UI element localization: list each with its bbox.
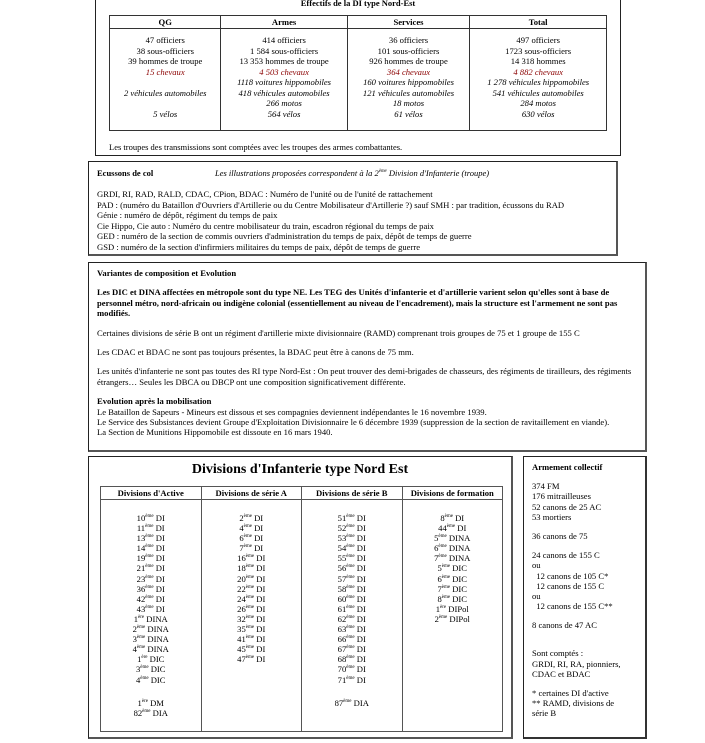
- variantes-heading: Variantes de composition et Evolution: [97, 268, 237, 278]
- division-item: 51ème DI: [337, 513, 366, 523]
- armement-line: 36 canons de 75: [532, 530, 588, 541]
- column-header-serie-a: Divisions de série A: [201, 487, 302, 500]
- division-item: 8ème DI: [440, 513, 465, 523]
- division-item: 58ème DI: [337, 583, 366, 594]
- divisions-cell-serie-a: [201, 500, 302, 732]
- division-item: 63ème DI: [337, 624, 366, 635]
- division-item: 44ème DI: [438, 523, 467, 534]
- division-item: 54ème DI: [337, 543, 366, 554]
- evolution-line: Le Service des Subsistances devient Groupe d'Exploitation Divisionnaire le 6 décembre 1939 (suppression de la section de ravitaillement en viande).: [97, 417, 610, 428]
- divisions-cell-active: [101, 500, 202, 732]
- division-item: 7ème DIC: [437, 583, 468, 594]
- division-item: 8ème DIC: [437, 593, 468, 604]
- division-item: 4ème DINA: [132, 644, 169, 655]
- effectifs-cell-total: [470, 29, 607, 131]
- effectif-value: [111, 77, 219, 88]
- division-item: 32ème DI: [237, 613, 266, 624]
- division-item: 20ème DI: [237, 573, 266, 584]
- spacer: [532, 522, 621, 531]
- division-item: 5ème DIC: [437, 563, 468, 574]
- division-item: 6ème DI: [239, 533, 264, 544]
- armement-line: * certaines DI d'active: [532, 688, 609, 698]
- divisions-cell-serie-b: [302, 500, 403, 732]
- effectif-value: 61 vélos: [394, 108, 423, 119]
- ecussons-lines: [97, 189, 564, 253]
- division-item: 1ère DINA: [133, 613, 168, 624]
- spacer: [532, 472, 621, 481]
- division-item: 24ème DI: [237, 593, 266, 604]
- armement-line: 176 mitrailleuses: [532, 491, 591, 502]
- armement-list: [532, 462, 621, 719]
- division-item: 66ème DI: [337, 634, 366, 645]
- division-item: 3ème DIC: [135, 664, 166, 675]
- armement-line: GRDI, RI, RA, pionniers,: [532, 658, 621, 669]
- ecussons-section: [88, 161, 618, 256]
- effectif-value: 121 véhicules automobiles: [362, 87, 455, 98]
- division-item: 2ème DI: [239, 513, 264, 523]
- armement-section: [523, 456, 647, 739]
- column-header-qg: QG: [110, 16, 221, 29]
- division-item: 56ème DI: [337, 563, 366, 574]
- ecussons-heading: Ecussons de col: [97, 168, 154, 178]
- division-item: 70ème DI: [337, 664, 366, 675]
- effectif-value: 1 584 sous-officiers: [250, 45, 319, 56]
- armement-line: ** RAMD, divisions de: [532, 698, 615, 709]
- division-item: 68ème DI: [337, 654, 366, 665]
- armement-line: 53 mortiers: [532, 511, 572, 522]
- armement-heading: Armement collectif: [532, 462, 603, 472]
- ecusson-line: PAD : (numéro du Bataillon d'Ouvriers d'Artillerie ou du Centre Mobilisateur d'Artillerie ?) sauf SMH : par tradition, écussons du RAD: [97, 199, 565, 210]
- variantes-paragraph: Certaines divisions de série B ont un régiment d'artillerie mixte divisionnaire (RAMD) comprenant trois groupes de 75 et 1 groupe de 155 C: [97, 327, 580, 338]
- division-item: 67ème DI: [337, 644, 366, 655]
- division-item: 13ème DI: [136, 533, 165, 544]
- effectif-value: 266 motos: [266, 98, 302, 108]
- effectifs-cell-services: [347, 29, 470, 131]
- division-item: 21ème DI: [136, 563, 165, 574]
- column-header-total: Total: [470, 16, 607, 29]
- division-item: 11ème DI: [136, 523, 165, 534]
- division-item: 47ème DI: [237, 654, 266, 665]
- effectif-value: 2 véhicules automobiles: [123, 87, 207, 98]
- effectif-value: 18 motos: [392, 98, 425, 108]
- effectif-value: 1 278 véhicules hippomobiles: [487, 77, 590, 87]
- armement-line: ou: [532, 590, 541, 601]
- division-item: 6ème DINA: [434, 543, 471, 554]
- divisions-row: [101, 500, 503, 732]
- effectif-value: 47 officiers: [145, 35, 185, 45]
- variantes-section: [88, 262, 647, 452]
- divisions-section: [88, 456, 513, 739]
- spacer: [532, 611, 621, 620]
- divisions-table: [100, 486, 503, 732]
- effectif-value: 5 vélos: [153, 108, 178, 119]
- effectif-value: [111, 98, 219, 109]
- effectif-value: 13 353 hommes de troupe: [239, 56, 329, 66]
- division-item: 35ème DI: [237, 624, 266, 635]
- division-item: 1ère DIPol: [435, 603, 469, 614]
- divisions-cell-formation: [402, 500, 503, 732]
- division-item: 43ème DI: [136, 603, 165, 614]
- division-item: 26ème DI: [237, 603, 266, 614]
- note-text: Division d'Infanterie (troupe): [386, 168, 490, 178]
- spacer: [532, 639, 621, 648]
- effectifs-row: [110, 29, 607, 131]
- effectif-value: 1723 sous-officiers: [505, 45, 572, 56]
- note-text: Les illustrations proposées correspondent à la 2: [215, 168, 379, 178]
- division-item: 19ème DI: [136, 553, 165, 564]
- effectif-value: 36 officiers: [388, 35, 429, 45]
- division-item: 3ème DINA: [132, 634, 169, 645]
- ecusson-line: GRDI, RI, RAD, RALD, CDAC, CPion, BDAC : Numéro de l'unité ou de l'unité de rattachement: [97, 189, 433, 199]
- division-item: 36ème DI: [136, 583, 165, 594]
- effectif-value: 414 officiers: [262, 35, 306, 45]
- effectif-value: 4 503 chevaux: [259, 66, 309, 77]
- division-item: 57ème DI: [337, 573, 366, 584]
- effectif-value: 4 882 chevaux: [513, 66, 563, 77]
- effectif-value: 364 chevaux: [386, 66, 431, 77]
- armement-line: 52 canons de 25 AC: [532, 501, 602, 512]
- effectifs-cell-armes: [221, 29, 347, 131]
- division-item: 1ère DIC: [137, 654, 165, 665]
- division-item: 42ème DI: [136, 593, 165, 604]
- division-item: 71ème DI: [337, 674, 366, 685]
- division-item: 6ème DIC: [437, 573, 468, 584]
- armement-line: 374 FM: [532, 481, 560, 492]
- evolution-line: La Section de Munitions Hippomobile est dissoute en 16 mars 1940.: [97, 427, 333, 438]
- effectif-value: 101 sous-officiers: [377, 45, 440, 56]
- division-item: 14ème DI: [136, 543, 165, 554]
- column-header-armes: Armes: [221, 16, 347, 29]
- armement-line: 12 canons de 155 C**: [532, 601, 613, 612]
- division-item: 2ème DINA: [132, 624, 169, 635]
- ecussons-illustration-note: [215, 168, 489, 178]
- armement-line: série B: [532, 708, 557, 719]
- spacer: [303, 685, 401, 698]
- armement-line: 24 canons de 155 C: [532, 550, 600, 561]
- armement-line: CDAC et BDAC: [532, 668, 591, 679]
- division-item: 18ème DI: [237, 563, 266, 574]
- effectif-value: 630 vélos: [521, 108, 555, 119]
- column-header-formation: Divisions de formation: [402, 487, 503, 500]
- effectifs-table: [109, 15, 607, 131]
- effectifs-note: Les troupes des transmissions sont comptées avec les troupes des armes combattantes.: [109, 142, 403, 152]
- division-item: 82ème DIA: [133, 707, 168, 718]
- effectif-value: 15 chevaux: [145, 66, 185, 77]
- ecusson-line: GED : numéro de la section de commis ouvriers d'administration du temps de paix, dépôt de temps de guerre: [97, 231, 472, 242]
- effectif-value: 564 vélos: [267, 108, 301, 119]
- armement-line: 12 canons de 105 C*: [532, 570, 609, 581]
- division-item: 52ème DI: [337, 523, 366, 534]
- column-header-services: Services: [347, 16, 470, 29]
- division-item: 5ème DINA: [434, 533, 471, 544]
- division-item: 53ème DI: [337, 533, 366, 544]
- effectif-value: 160 voitures hippomobiles: [363, 77, 454, 87]
- division-item: 22ème DI: [237, 583, 266, 594]
- effectif-value: 497 officiers: [516, 35, 560, 45]
- variantes-paragraph: Les CDAC et BDAC ne sont pas toujours présentes, la BDAC peut être à canons de 75 mm.: [97, 347, 414, 358]
- division-item: 10ème DI: [136, 513, 165, 523]
- effectif-value: 39 hommes de troupe: [128, 56, 203, 66]
- armement-line: 8 canons de 47 AC: [532, 620, 597, 631]
- effectifs-section: [95, 0, 621, 156]
- effectif-value: 1118 voitures hippomobiles: [237, 77, 332, 87]
- armement-line: Sont comptés :: [532, 648, 584, 659]
- evolution-line: Le Bataillon de Sapeurs - Mineurs est dissous et ses compagnies deviennent indépendantes le 16 novembre 1939.: [97, 406, 487, 417]
- ecusson-line: Génie : numéro de dépôt, régiment du temps de paix: [97, 210, 278, 221]
- spacer: [532, 630, 621, 639]
- effectif-value: 284 motos: [520, 98, 556, 108]
- armement-line: 12 canons de 155 C: [532, 580, 605, 591]
- division-item: 16ème DI: [237, 553, 266, 564]
- division-item: 41ème DI: [237, 634, 266, 645]
- division-item: 23ème DI: [136, 573, 165, 584]
- effectif-value: 38 sous-officiers: [136, 45, 194, 56]
- effectif-value: 541 véhicules automobiles: [492, 87, 584, 98]
- column-header-active: Divisions d'Active: [101, 487, 202, 500]
- effectif-value: 14 318 hommes: [510, 56, 566, 66]
- effectifs-title: Effectifs de la DI type Nord-Est: [300, 0, 416, 8]
- effectifs-cell-qg: [110, 29, 221, 131]
- division-item: 62ème DI: [337, 613, 366, 624]
- division-item: 4ème DI: [239, 523, 264, 534]
- variantes-paragraph: Les DIC et DINA affectées en métropole sont du type NE. Les TEG des Unités d'infanterie et d'artillerie varient selon qu'elles sont à base de personnel métro, nord-africain ou indigène colonial (essentiellement au niveau de l'encadrement), mais la structure est l'armement ne sont pas modifiés.: [97, 287, 618, 319]
- division-item: 1ère DM: [137, 697, 164, 708]
- divisions-title: Divisions d'Infanterie type Nord Est: [191, 462, 409, 477]
- variantes-paragraph: Les unités d'infanterie ne sont pas toutes des RI type Nord-Est : On peut trouver des demi-brigades de chasseurs, des régiments de tirailleurs, des régiments étrangers… Seules les DBCA ou DBCP ont une composition significativement différente.: [97, 366, 632, 387]
- division-item: 87ème DIA: [334, 697, 369, 708]
- division-item: 2ème DIPol: [434, 613, 470, 624]
- effectif-value: 926 hommes de troupe: [369, 56, 448, 66]
- column-header-serie-b: Divisions de série B: [302, 487, 403, 500]
- armement-line: ou: [532, 560, 541, 571]
- division-item: 4ème DIC: [135, 674, 166, 685]
- ecusson-line: GSD : numéro de la section d'infirmiers militaires du temps de paix, dépôt de temps de guerre: [97, 241, 421, 252]
- ecusson-line: Cie Hippo, Cie auto : Numéro du centre mobilisateur du train, escadron régional du temps de paix: [97, 220, 434, 231]
- division-item: 60ème DI: [337, 593, 366, 604]
- division-item: 55ème DI: [337, 553, 366, 564]
- spacer: [532, 679, 621, 688]
- spacer: [102, 685, 200, 698]
- division-item: 7ème DINA: [434, 553, 471, 564]
- division-item: 61ème DI: [337, 603, 366, 614]
- division-item: 7ème DI: [239, 543, 264, 554]
- evolution-heading: Evolution après la mobilisation: [97, 396, 212, 407]
- division-item: 45ème DI: [237, 644, 266, 655]
- effectif-value: 418 véhicules automobiles: [238, 87, 330, 98]
- spacer: [532, 541, 621, 550]
- note-sup: ème: [378, 169, 387, 175]
